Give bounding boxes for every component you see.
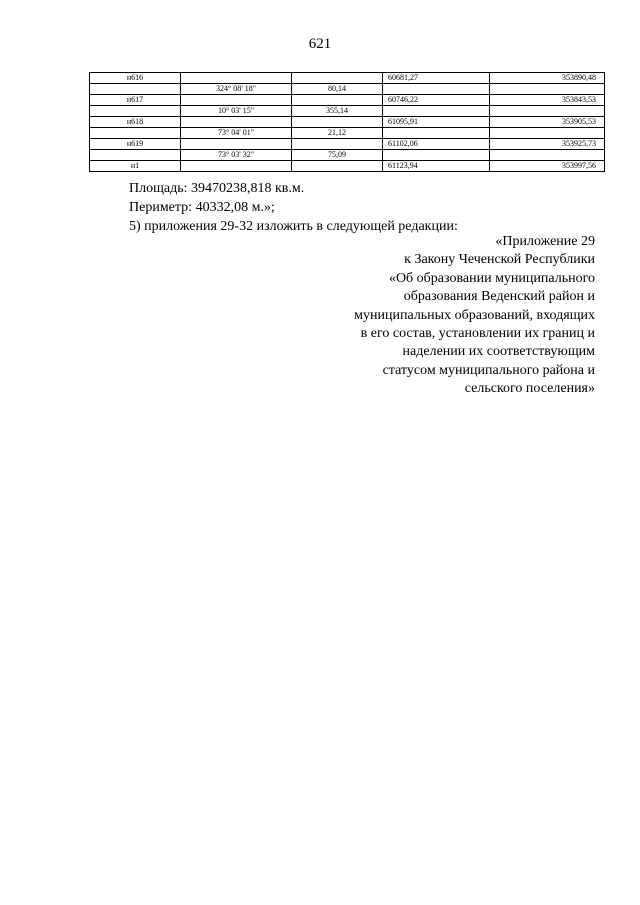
table-row (90, 95, 605, 106)
appendix-header-line: наделении их соответствующим (402, 344, 595, 360)
cell-point: н1 (90, 161, 181, 172)
cell-angle: 73° 03' 32" (181, 150, 292, 161)
appendix-header-line: сельского поселения» (464, 381, 595, 397)
cell-x (383, 84, 490, 95)
table-row (90, 150, 605, 161)
appendix-header-line: статусом муниципального района и (382, 362, 595, 378)
area-line: Площадь: 39470238,818 кв.м. (129, 181, 305, 196)
cell-point: н616 (90, 73, 181, 84)
cell-point (90, 84, 181, 95)
table-row (90, 84, 605, 95)
cell-y: 353843,53 (490, 95, 605, 106)
amendment-item-5: 5) приложения 29-32 изложить в следующей редакции: (129, 219, 458, 234)
perimeter-line: Периметр: 40332,08 м.»; (129, 200, 275, 215)
appendix-header-line: к Закону Чеченской Республики (404, 252, 595, 268)
cell-x: 61123,94 (383, 161, 490, 172)
cell-y (490, 106, 605, 117)
cell-x (383, 106, 490, 117)
cell-y: 353890,48 (490, 73, 605, 84)
appendix-header-line: в его состав, установлении их границ и (360, 326, 595, 342)
appendix-header-line: «Приложение 29 (495, 234, 595, 249)
cell-length (292, 73, 383, 84)
cell-length: 80,14 (292, 84, 383, 95)
cell-angle (181, 73, 292, 84)
appendix-header (255, 233, 595, 399)
cell-y: 353905,53 (490, 117, 605, 128)
table-row (90, 106, 605, 117)
cell-length: 75,09 (292, 150, 383, 161)
cell-angle (181, 95, 292, 106)
cell-angle (181, 139, 292, 150)
cell-x: 61102,06 (383, 139, 490, 150)
cell-length (292, 117, 383, 128)
appendix-header-line: образования Веденский район и (403, 289, 595, 305)
table-row (90, 73, 605, 84)
cell-point: н618 (90, 117, 181, 128)
cell-x (383, 128, 490, 139)
cell-point (90, 106, 181, 117)
cell-y (490, 84, 605, 95)
cell-y (490, 128, 605, 139)
cell-angle: 73° 04' 01" (181, 128, 292, 139)
cell-angle (181, 161, 292, 172)
page-number: 621 (308, 36, 332, 52)
cell-length: 21,12 (292, 128, 383, 139)
cell-y: 353925,73 (490, 139, 605, 150)
cell-length (292, 95, 383, 106)
table-row (90, 139, 605, 150)
cell-point: н617 (90, 95, 181, 106)
cell-angle (181, 117, 292, 128)
cell-y (490, 150, 605, 161)
appendix-header-line: муниципальных образований, входящих (354, 307, 595, 323)
appendix-header-line: «Об образовании муниципального (388, 270, 595, 286)
cell-x: 61095,91 (383, 117, 490, 128)
cell-point (90, 128, 181, 139)
boundary-stats (129, 179, 304, 217)
cell-x: 60746,22 (383, 95, 490, 106)
coordinates-table (89, 72, 605, 172)
cell-point: н619 (90, 139, 181, 150)
cell-x (383, 150, 490, 161)
cell-angle: 324° 08' 18" (181, 84, 292, 95)
cell-angle: 10° 03' 15" (181, 106, 292, 117)
cell-length: 355,14 (292, 106, 383, 117)
cell-x: 60681,27 (383, 73, 490, 84)
cell-point (90, 150, 181, 161)
cell-length (292, 161, 383, 172)
table-row (90, 128, 605, 139)
table-row (90, 161, 605, 172)
table-row (90, 117, 605, 128)
cell-length (292, 139, 383, 150)
cell-y: 353997,56 (490, 161, 605, 172)
